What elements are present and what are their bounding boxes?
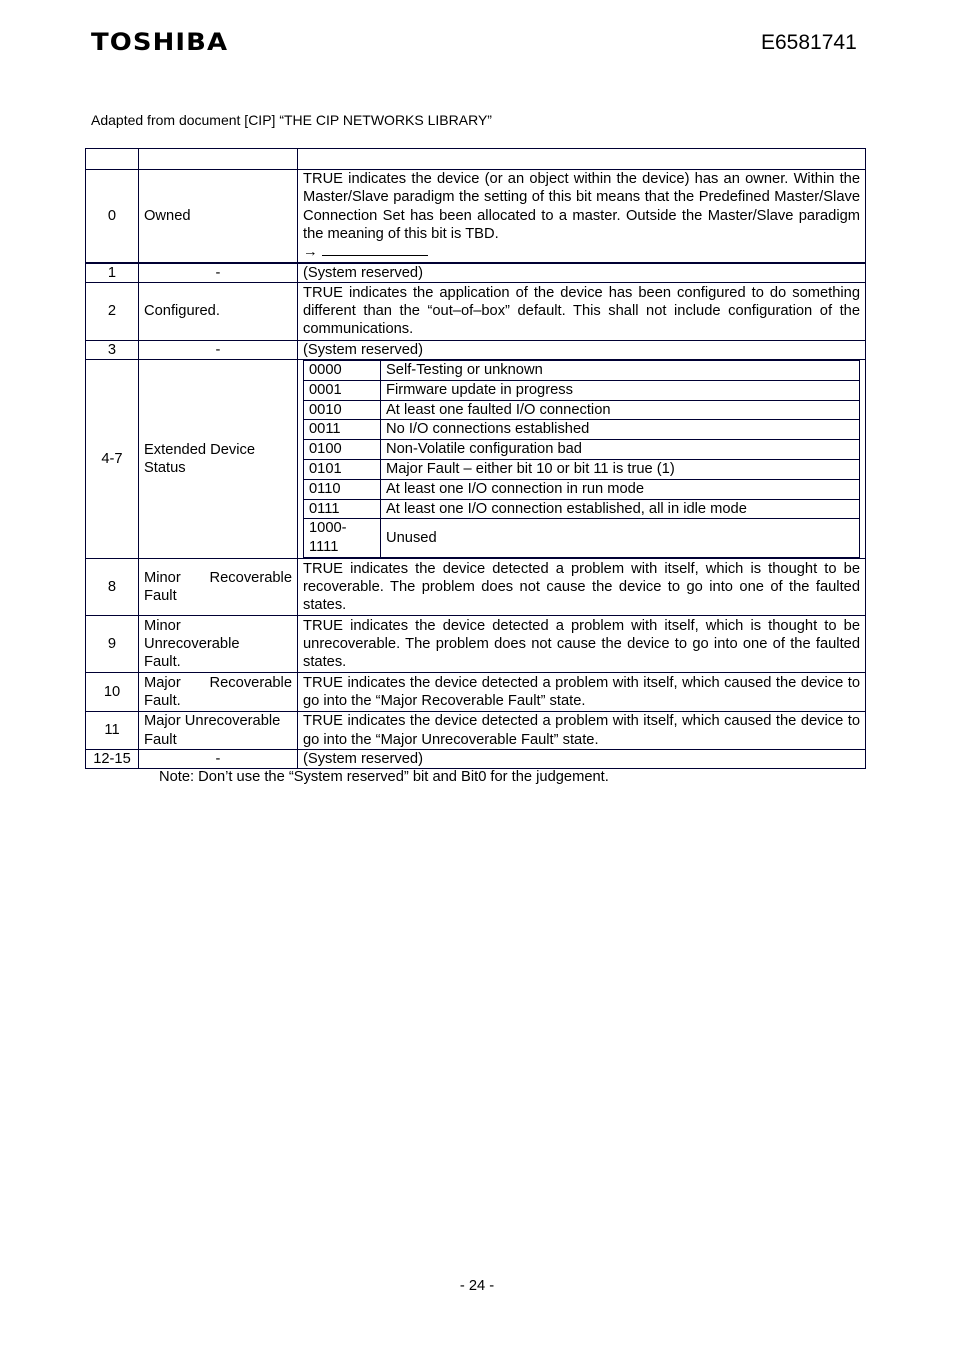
status-meaning: At least one I/O connection in run mode bbox=[381, 479, 860, 499]
status-code-row bbox=[304, 519, 860, 558]
name-cell: Owned bbox=[139, 170, 298, 263]
status-code: 0100 bbox=[304, 440, 381, 460]
status-meaning: No I/O connections established bbox=[381, 420, 860, 440]
name-cell: - bbox=[139, 263, 298, 283]
name-cell: - bbox=[139, 340, 298, 359]
status-meaning: At least one I/O connection established, all in idle mode bbox=[381, 499, 860, 519]
status-code-row bbox=[304, 440, 860, 460]
header-cell-name bbox=[139, 149, 298, 170]
header-cell-description bbox=[298, 149, 866, 170]
description-cell: TRUE indicates the device detected a problem with itself, which is thought to be recoverable. The problem does not cause the device to go into one of the faulted states. bbox=[298, 559, 866, 616]
bit-cell: 8 bbox=[86, 559, 139, 616]
table-row bbox=[86, 340, 866, 359]
status-meaning: Firmware update in progress bbox=[381, 380, 860, 400]
name-cell: Major Unrecoverable Fault bbox=[139, 712, 298, 750]
description-cell: TRUE indicates the device detected a problem with itself, which is thought to be unrecoverable. The problem does not cause the device to go into one of the faulted states. bbox=[298, 616, 866, 673]
table-header-row bbox=[86, 149, 866, 170]
name-cell: Configured. bbox=[139, 282, 298, 340]
toshiba-logo: TOSHIBA bbox=[91, 28, 229, 56]
bit-cell: 12-15 bbox=[86, 750, 139, 769]
status-meaning: Major Fault – either bit 10 or bit 11 is true (1) bbox=[381, 460, 860, 480]
page-number: - 24 - bbox=[459, 1278, 495, 1294]
table-row bbox=[86, 673, 866, 712]
name-cell: - bbox=[139, 750, 298, 769]
device-status-table bbox=[85, 148, 866, 769]
table-row bbox=[86, 282, 866, 340]
status-code-row bbox=[304, 420, 860, 440]
bit-cell: 9 bbox=[86, 616, 139, 673]
table-row bbox=[86, 170, 866, 263]
status-code-row bbox=[304, 400, 860, 420]
status-code: 0011 bbox=[304, 420, 381, 440]
footnote: Note: Don’t use the “System reserved” bit and Bit0 for the judgement. bbox=[159, 769, 609, 785]
status-meaning: Non-Volatile configuration bad bbox=[381, 440, 860, 460]
description-cell: TRUE indicates the application of the device has been configured to do something different than the “out–of–box” default. This shall not include configuration of the communications. bbox=[298, 282, 866, 340]
document-number: E6581741 bbox=[761, 31, 857, 54]
name-cell: Minor Unrecoverable Fault. bbox=[139, 616, 298, 673]
status-code: 1000-1111 bbox=[304, 519, 381, 558]
status-code-row bbox=[304, 479, 860, 499]
name-cell: Minor Recoverable Fault bbox=[139, 559, 298, 616]
status-meaning: Self-Testing or unknown bbox=[381, 361, 860, 381]
header-cell-bit bbox=[86, 149, 139, 170]
name-cell: Major Recoverable Fault. bbox=[139, 673, 298, 712]
name-cell: Extended Device Status bbox=[139, 360, 298, 559]
status-meaning: Unused bbox=[381, 519, 860, 558]
status-code: 0010 bbox=[304, 400, 381, 420]
description-cell: TRUE indicates the device detected a problem with itself, which caused the device to go into the “Major Recoverable Fault” state. bbox=[298, 673, 866, 712]
table-row bbox=[86, 360, 866, 559]
bit-cell: 10 bbox=[86, 673, 139, 712]
bit-cell: 4-7 bbox=[86, 360, 139, 559]
table-row bbox=[86, 712, 866, 750]
status-code-row bbox=[304, 361, 860, 381]
status-code: 0101 bbox=[304, 460, 381, 480]
bit-cell: 2 bbox=[86, 282, 139, 340]
arrow-right-icon: → bbox=[303, 244, 318, 261]
description-cell: (System reserved) bbox=[298, 340, 866, 359]
table-row bbox=[86, 616, 866, 673]
status-code: 0001 bbox=[304, 380, 381, 400]
source-note: Adapted from document [CIP] “THE CIP NETWORKS LIBRARY” bbox=[91, 112, 492, 128]
status-code-table bbox=[303, 360, 860, 558]
description-cell bbox=[298, 170, 866, 263]
arrow-line bbox=[303, 243, 860, 261]
bit-cell: 1 bbox=[86, 263, 139, 283]
status-code: 0110 bbox=[304, 479, 381, 499]
blank-underline bbox=[322, 245, 428, 256]
status-code-row bbox=[304, 460, 860, 480]
table-row bbox=[86, 263, 866, 283]
status-code: 0000 bbox=[304, 361, 381, 381]
status-meaning: At least one faulted I/O connection bbox=[381, 400, 860, 420]
table-row bbox=[86, 750, 866, 769]
status-code-row bbox=[304, 499, 860, 519]
status-codes-cell bbox=[298, 360, 866, 559]
bit-cell: 11 bbox=[86, 712, 139, 750]
bit-cell: 3 bbox=[86, 340, 139, 359]
description-cell: (System reserved) bbox=[298, 263, 866, 283]
status-code: 0111 bbox=[304, 499, 381, 519]
bit-cell: 0 bbox=[86, 170, 139, 263]
description-cell: (System reserved) bbox=[298, 750, 866, 769]
description-text: TRUE indicates the device (or an object within the device) has an owner. Within the Master/Slave paradigm the setting of this bit means that the Predefined Master/Slave Connection Set has been allocated to a master. Outside the Master/Slave paradigm the meaning of this bit is TBD. bbox=[303, 171, 860, 242]
description-cell: TRUE indicates the device detected a problem with itself, which caused the device to go into the “Major Unrecoverable Fault” state. bbox=[298, 712, 866, 750]
status-code-row bbox=[304, 380, 860, 400]
table-row bbox=[86, 559, 866, 616]
